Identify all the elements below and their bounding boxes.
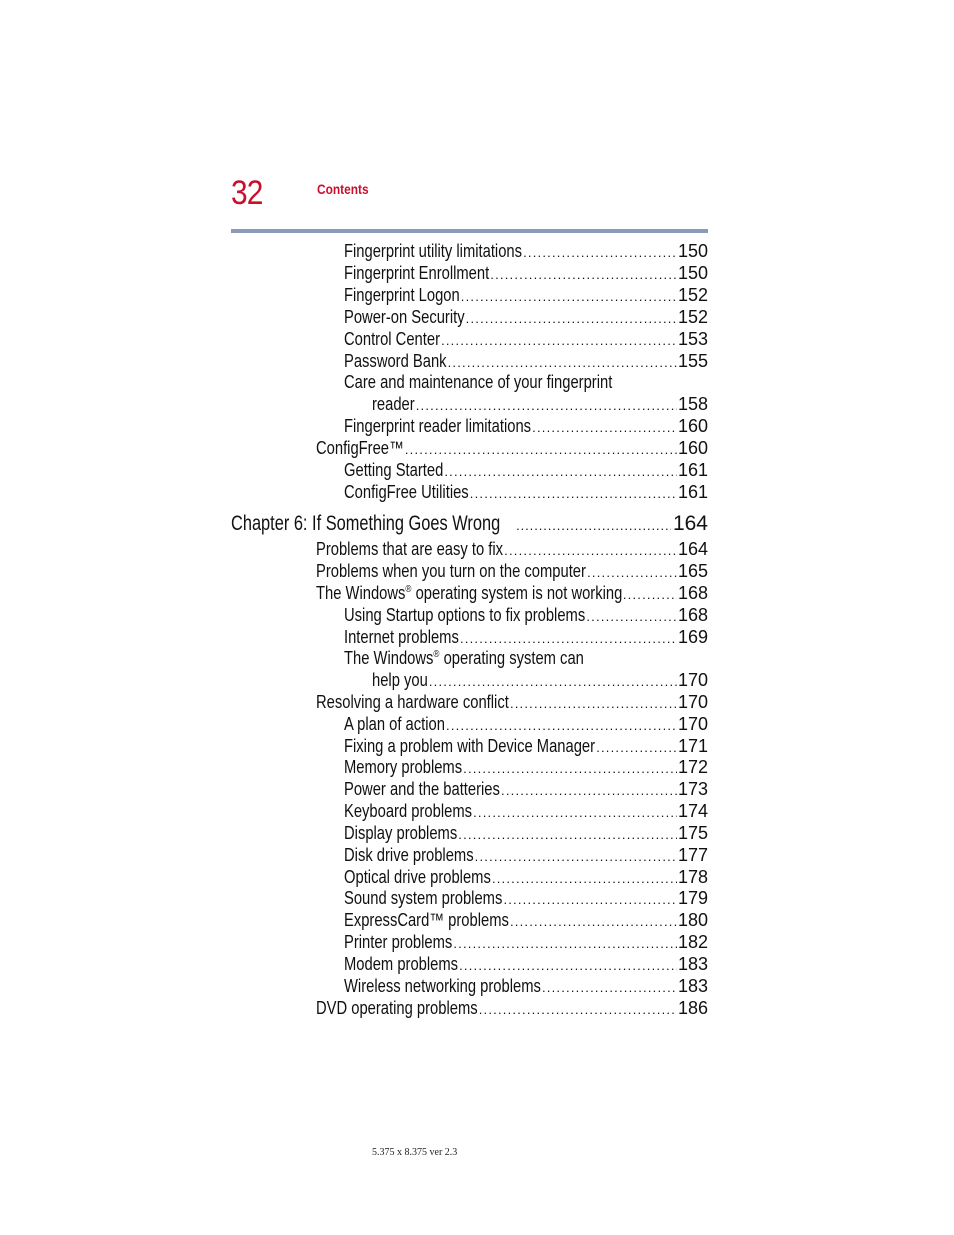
toc-entry-page: 152 [677, 285, 708, 305]
toc-entry-title: Resolving a hardware conflict [316, 692, 509, 712]
dot-leader [466, 308, 677, 330]
toc-entry-printer[interactable] [344, 931, 708, 953]
dot-leader [453, 933, 677, 955]
dot-leader [473, 802, 677, 824]
toc-entry-page: 169 [677, 627, 708, 647]
toc-entry-page: 182 [677, 932, 708, 952]
toc-entry-resolving-hardware[interactable] [316, 691, 708, 713]
dot-leader [542, 977, 677, 999]
registered-mark: ® [405, 584, 412, 595]
toc-entry-title: Problems when you turn on the computer [316, 561, 586, 581]
toc-entry-page: 161 [677, 482, 708, 502]
toc-entry-page: 179 [677, 888, 708, 908]
toc-entry-page: 161 [677, 460, 708, 480]
dot-leader [470, 483, 677, 505]
chapter-page: 164 [672, 512, 708, 535]
toc-entry-page: 170 [677, 714, 708, 734]
toc-entry-title: ConfigFree™ [316, 438, 404, 458]
toc-entry-display-problems[interactable] [344, 822, 708, 844]
dot-leader [444, 461, 677, 483]
dot-leader [475, 846, 677, 868]
toc-entry-plan-of-action[interactable] [344, 713, 708, 735]
toc-entry-page: 170 [677, 670, 708, 690]
toc-entry-page: 173 [677, 779, 708, 799]
dot-leader [623, 584, 677, 606]
toc-entry-care-line1[interactable] [344, 371, 671, 393]
toc-entry-page: 155 [677, 351, 708, 371]
toc-entry-page: 175 [677, 823, 708, 843]
toc-entry-care-reader[interactable] [372, 393, 708, 415]
toc-entry-device-manager[interactable] [344, 735, 708, 757]
toc-entry-wireless[interactable] [344, 975, 708, 997]
toc-entry-page: 150 [677, 241, 708, 261]
title-part: The Windows [316, 583, 406, 603]
dot-leader [510, 693, 677, 715]
toc-entry-fingerprint-reader-limitations[interactable] [344, 415, 708, 437]
toc-entry-title: Keyboard problems [344, 801, 472, 821]
dot-leader [501, 780, 677, 802]
toc-entry-page: 165 [677, 561, 708, 581]
toc-entry-keyboard-problems[interactable] [344, 800, 708, 822]
dot-leader [587, 562, 677, 584]
toc-entry-startup-options[interactable] [344, 604, 708, 626]
toc-entry-page: 164 [677, 539, 708, 559]
dot-leader [458, 824, 677, 846]
toc-entry-expresscard[interactable] [344, 909, 708, 931]
dot-leader [459, 955, 677, 977]
toc-entry-title: Fingerprint Logon [344, 285, 460, 305]
registered-mark: ® [433, 649, 440, 660]
section-title: Contents [317, 181, 369, 197]
toc-entry-windows-not-working[interactable] [316, 582, 708, 604]
toc-entry-optical-drive[interactable] [344, 866, 708, 888]
toc-entry-page: 168 [677, 583, 708, 603]
title-part: operating system can [439, 648, 584, 668]
toc-entry-page: 160 [677, 438, 708, 458]
title-part: The Windows [344, 648, 434, 668]
toc-entry-easy-to-fix[interactable] [316, 538, 708, 560]
dot-leader [405, 439, 677, 461]
toc-entry-title: Disk drive problems [344, 845, 474, 865]
toc-entry-title: Control Center [344, 329, 440, 349]
toc-entry-page: 183 [677, 954, 708, 974]
dot-leader [532, 417, 677, 439]
toc-entry-page: 183 [677, 976, 708, 996]
toc-entry-control-center[interactable] [344, 328, 708, 350]
toc-entry-page: 177 [677, 845, 708, 865]
dot-leader [586, 606, 677, 628]
title-part: operating system is not working [411, 583, 623, 603]
toc-entry-page: 153 [677, 329, 708, 349]
toc-entry-title: Wireless networking problems [344, 976, 541, 996]
toc-entry-title: Optical drive problems [344, 867, 491, 887]
toc-entry-title: Modem problems [344, 954, 459, 974]
toc-entry-title: Power and the batteries [344, 779, 500, 799]
version-footer: 5.375 x 8.375 ver 2.3 [372, 1147, 458, 1158]
toc-entry-title: Getting Started [344, 460, 444, 480]
dot-leader [446, 715, 677, 737]
dot-leader [510, 911, 677, 933]
dot-leader [461, 286, 677, 308]
toc-entry-turn-on[interactable] [316, 560, 708, 582]
toc-entry-dvd[interactable] [316, 997, 708, 1019]
toc-entry-title [344, 647, 584, 669]
toc-entry-sound-system[interactable] [344, 887, 708, 909]
dot-leader [516, 512, 671, 540]
toc-entry-title: A plan of action [344, 714, 445, 734]
toc-entry-title: Care and maintenance of your fingerprint [344, 372, 613, 392]
dot-leader [523, 242, 677, 264]
toc-entry-configfree[interactable] [316, 437, 708, 459]
toc-entry-title: ExpressCard™ problems [344, 910, 509, 930]
dot-leader [429, 671, 677, 693]
toc-entry-page: 168 [677, 605, 708, 625]
toc-entry-title: DVD operating problems [316, 998, 478, 1018]
chapter-title: Chapter 6: If Something Goes Wrong [231, 512, 501, 535]
toc-entry-title: Internet problems [344, 627, 459, 647]
toc-entry-title: Memory problems [344, 757, 463, 777]
toc-chapter-6[interactable] [231, 510, 708, 538]
dot-leader [479, 999, 677, 1021]
toc-entry-memory-problems[interactable] [344, 756, 708, 778]
toc-entry-page: 180 [677, 910, 708, 930]
toc-entry-title: Fingerprint reader limitations [344, 416, 532, 436]
toc-entry-page: 160 [677, 416, 708, 436]
toc-entry-password-bank[interactable] [344, 350, 708, 372]
toc-entry-fingerprint-enrollment[interactable] [344, 262, 708, 284]
toc-entry-windows-help-line2[interactable] [372, 669, 708, 691]
toc-entry-title: Display problems [344, 823, 458, 843]
toc-entry-title [316, 582, 622, 604]
dot-leader [463, 758, 677, 780]
toc-entry-power-batteries[interactable] [344, 778, 708, 800]
toc-entry-title: Problems that are easy to fix [316, 539, 504, 559]
toc-entry-page: 172 [677, 757, 708, 777]
toc-entry-windows-help-line1[interactable] [344, 647, 637, 669]
toc-entry-page: 158 [677, 394, 708, 414]
toc-entry-disk-drive[interactable] [344, 844, 708, 866]
toc-entry-configfree-utilities[interactable] [344, 481, 708, 503]
toc-entry-title: Printer problems [344, 932, 453, 952]
dot-leader [416, 395, 677, 417]
toc-entry-title: Fingerprint Enrollment [344, 263, 490, 283]
toc-entry-page: 170 [677, 692, 708, 712]
toc-entry-title: Fixing a problem with Device Manager [344, 736, 596, 756]
toc-entry-title: Password Bank [344, 351, 447, 371]
dot-leader [490, 264, 677, 286]
toc-entry-page: 152 [677, 307, 708, 327]
toc-entry-modem[interactable] [344, 953, 708, 975]
toc-entry-page: 150 [677, 263, 708, 283]
dot-leader [503, 889, 677, 911]
toc-entry-power-on-security[interactable] [344, 306, 708, 328]
toc-entry-page: 174 [677, 801, 708, 821]
toc-entry-page: 171 [677, 736, 708, 756]
page-number: 32 [231, 174, 263, 212]
toc-entry-title: Power-on Security [344, 307, 465, 327]
toc-entry-title: ConfigFree Utilities [344, 482, 469, 502]
toc-entry-title: help you [372, 670, 428, 690]
toc-entry-internet-problems[interactable] [344, 626, 708, 648]
toc-entry-getting-started[interactable] [344, 459, 708, 481]
dot-leader [441, 330, 677, 352]
dot-leader [504, 540, 677, 562]
toc-entry-title: Fingerprint utility limitations [344, 241, 523, 261]
toc-entry-title: reader [372, 394, 415, 414]
toc-entry-page: 178 [677, 867, 708, 887]
toc-entry-title: Using Startup options to fix problems [344, 605, 586, 625]
toc-entry-fingerprint-logon[interactable] [344, 284, 708, 306]
toc-entry-page: 186 [677, 998, 708, 1018]
toc-entry-title: Sound system problems [344, 888, 503, 908]
toc-entry-fingerprint-utility[interactable] [344, 240, 708, 262]
